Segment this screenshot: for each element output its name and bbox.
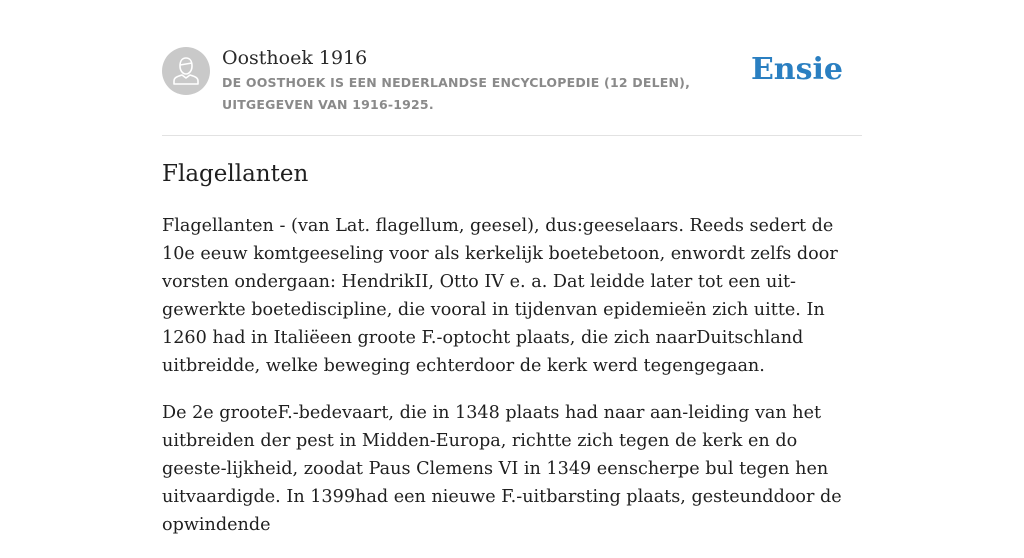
article-title: Flagellanten: [162, 161, 309, 187]
source-description: DE OOSTHOEK IS EEN NEDERLANDSE ENCYCLOPEDIE (12 DELEN), UITGEGEVEN VAN 1916-1925.: [222, 75, 691, 112]
source-avatar[interactable]: [162, 47, 210, 95]
source-header: [162, 0, 862, 136]
source-title[interactable]: Oosthoek 1916: [222, 47, 368, 69]
article-body: [162, 212, 862, 558]
user-icon: [162, 47, 210, 95]
page-container: [162, 0, 862, 535]
ensie-logo[interactable]: Ensie: [750, 52, 843, 87]
article-paragraph: Flagellanten - (van Lat. flagellum, geesel), dus:geeselaars. Reeds sedert de 10e eeuw komtgeeseling voor als kerkelijk boetebetoon, enwordt zelfs door vorsten ondergaan: HendrikII, Otto IV e. a. Dat leidde later tot een uit-gewerkte boetediscipline, die vooral in tijdenvan epidemieën zich uitte. In 1260 had in Italiëeen groote F.-optocht plaats, die zich naarDuitschland uitbreidde, welke beweging echterdoor de kerk werd tegengegaan.: [162, 216, 838, 376]
article-paragraph: De 2e grooteF.-bedevaart, die in 1348 plaats had naar aan-leiding van het uitbreiden der pest in Midden-Europa, richtte zich tegen de kerk en do geeste-lijkheid, zoodat Paus Clemens VI in 1349 eenscherpe bul tegen hen uitvaardigde. In 1399had een nieuwe F.-uitbarsting plaats, gesteunddoor de opwindende: [162, 403, 842, 535]
